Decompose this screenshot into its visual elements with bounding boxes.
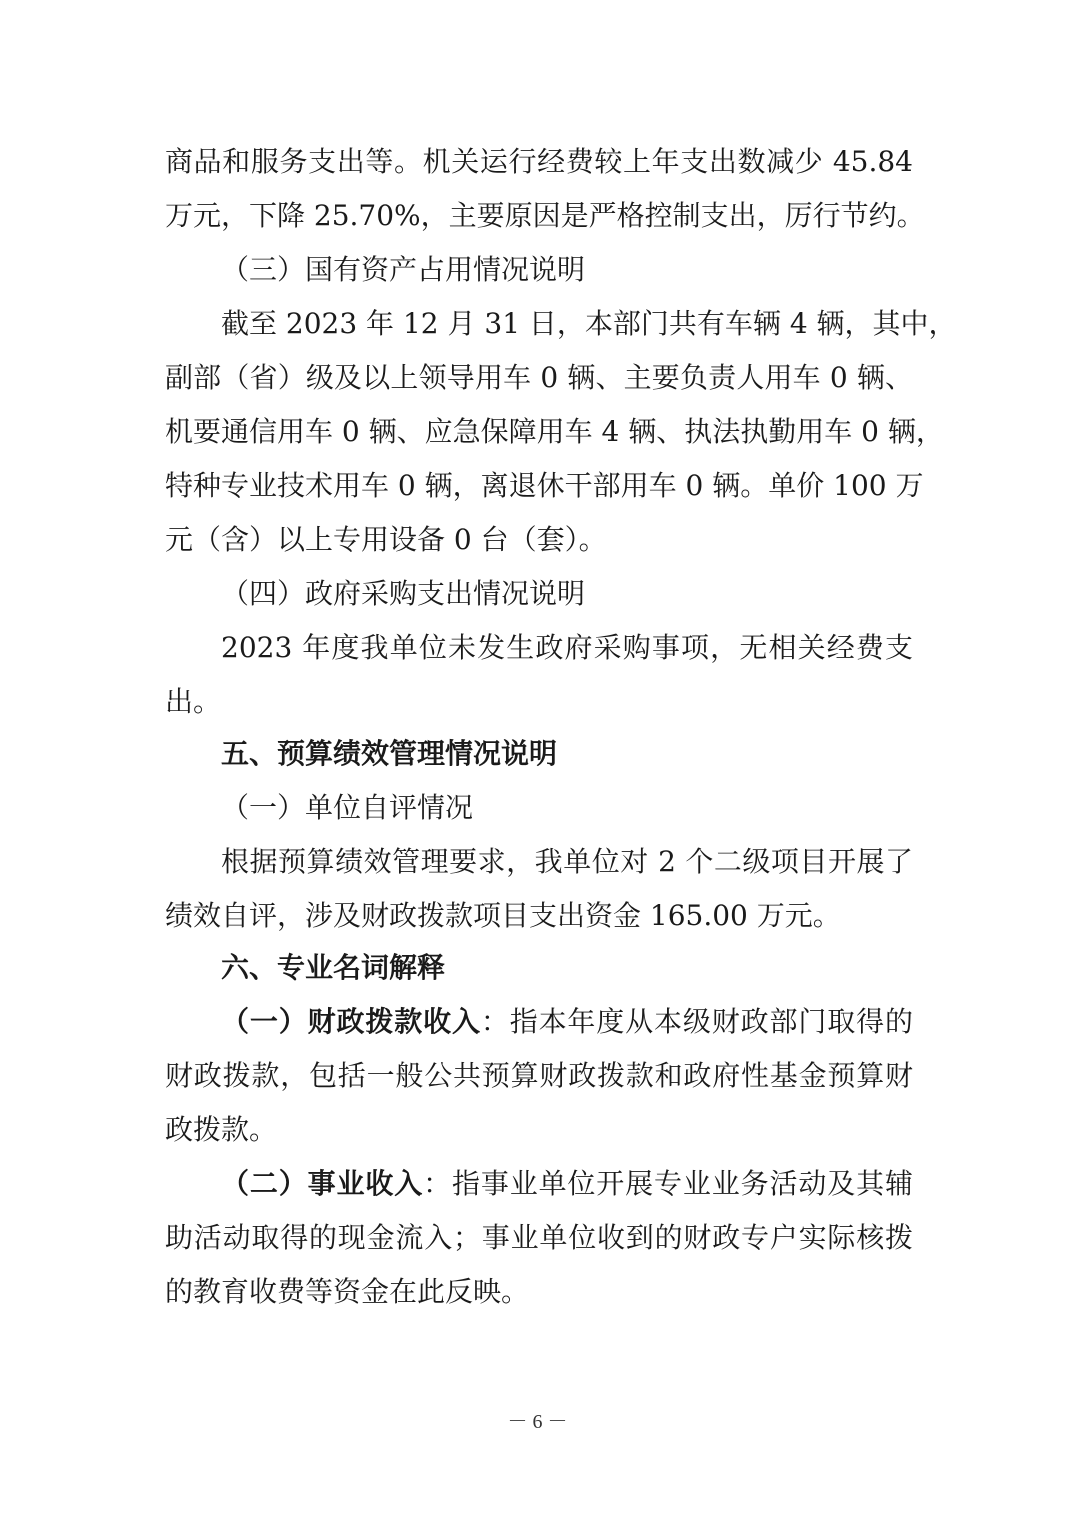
- definition-term: （一）财政拨款收入: [221, 1005, 481, 1038]
- paragraph-line: 助活动取得的现金流入；事业单位收到的财政专户实际核拨: [165, 1221, 913, 1254]
- paragraph-line: 截至 2023 年 12 月 31 日，本部门共有车辆 4 辆，其中，: [221, 307, 957, 340]
- definition-line: [221, 1164, 913, 1204]
- paragraph-line: 政拨款。: [165, 1113, 278, 1146]
- paragraph-line: 元（含）以上专用设备 0 台（套）。: [165, 523, 607, 556]
- paragraph-line: 出。: [165, 685, 222, 718]
- subsection-title: （四）政府采购支出情况说明: [221, 577, 586, 610]
- paragraph-line: 的教育收费等资金在此反映。: [165, 1275, 530, 1308]
- paragraph-line: 2023 年度我单位未发生政府采购事项，无相关经费支: [221, 631, 913, 664]
- paragraph-line: 根据预算绩效管理要求，我单位对 2 个二级项目开展了: [221, 845, 913, 878]
- definition-text: ：指事业单位开展专业业务活动及其辅: [423, 1167, 913, 1200]
- definition-line: [221, 1002, 913, 1042]
- paragraph-line: 商品和服务支出等。机关运行经费较上年支出数减少 45.84: [165, 145, 913, 178]
- subsection-title: （一）单位自评情况: [221, 791, 474, 824]
- paragraph-line: 财政拨款，包括一般公共预算财政拨款和政府性基金预算财: [165, 1059, 913, 1092]
- subsection-title: （三）国有资产占用情况说明: [221, 253, 586, 286]
- section-heading: 六、专业名词解释: [221, 951, 446, 984]
- page-number: － 6 －: [507, 1411, 568, 1433]
- definition-text: ：指本年度从本级财政部门取得的: [480, 1005, 913, 1038]
- section-heading: 五、预算绩效管理情况说明: [221, 737, 558, 770]
- paragraph-line: 特种专业技术用车 0 辆，离退休干部用车 0 辆。单价 100 万: [165, 469, 924, 502]
- paragraph-line: 副部（省）级及以上领导用车 0 辆、主要负责人用车 0 辆、: [165, 361, 913, 394]
- paragraph-line: 机要通信用车 0 辆、应急保障用车 4 辆、执法执勤用车 0 辆，: [165, 415, 944, 448]
- definition-term: （二）事业收入: [221, 1167, 424, 1200]
- paragraph-line: 万元，下降 25.70%，主要原因是严格控制支出，厉行节约。: [165, 199, 925, 232]
- paragraph-line: 绩效自评，涉及财政拨款项目支出资金 165.00 万元。: [165, 899, 841, 932]
